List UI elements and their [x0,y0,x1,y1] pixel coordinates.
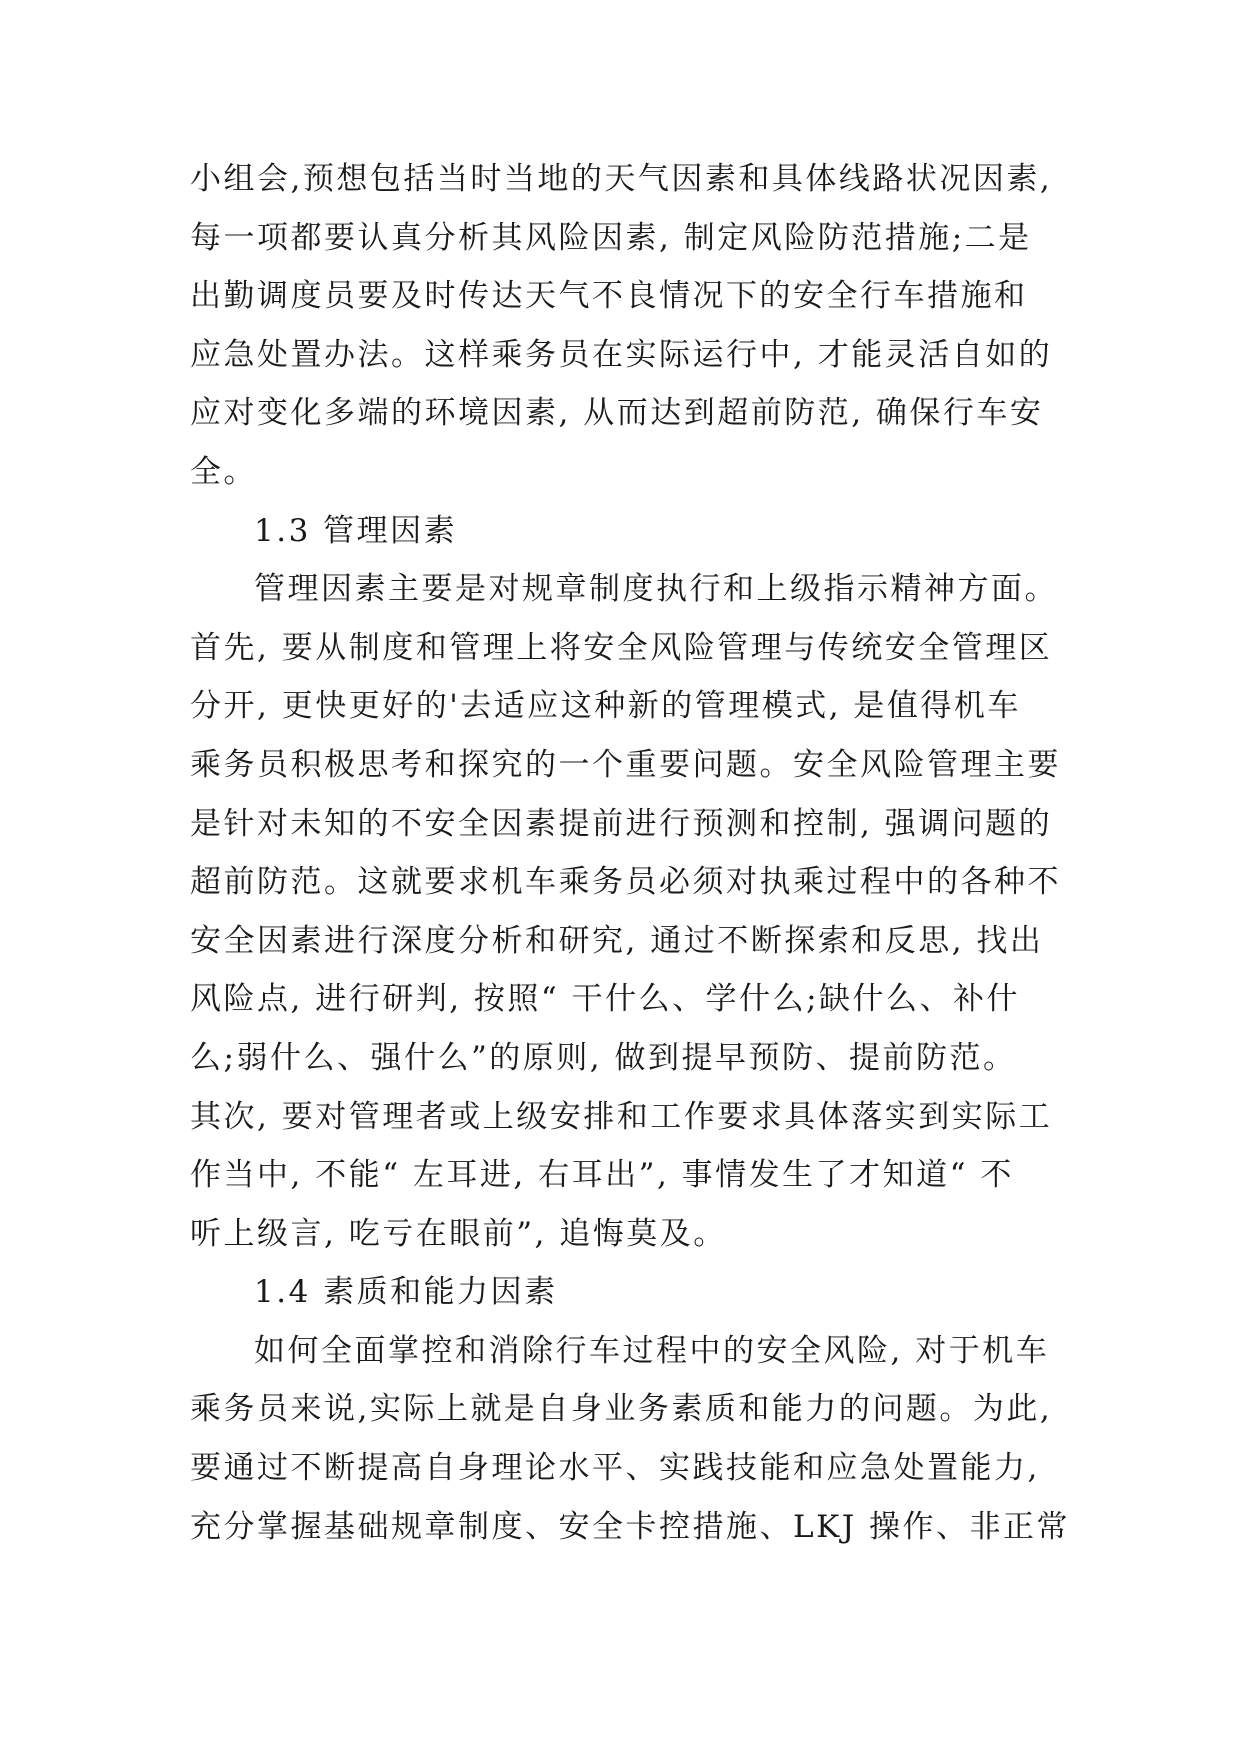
text-line: 么;弱什么、强什么”的原则, 做到提早预防、提前防范。 [190,1039,1017,1076]
text-line: 应对变化多端的环境因素, 从而达到超前防范, 确保行车安 [190,395,1044,432]
text-line: 应急处置办法。这样乘务员在实际运行中, 才能灵活自如的 [190,336,1053,373]
text-line: 风险点, 进行研判, 按照“ 干什么、学什么;缺什么、补什 [190,981,1021,1018]
text-line: 全。 [190,453,257,490]
text-line: 充分掌握基础规章制度、安全卡控措施、LKJ 操作、非正常 [190,1508,1071,1545]
text-line: 乘务员来说,实际上就是自身业务素质和能力的问题。为此, [190,1391,1053,1428]
section-heading: 1.3 管理因素 [254,512,458,549]
text-line: 如何全面掌控和消除行车过程中的安全风险, 对于机车 [254,1332,1050,1369]
text-line: 分开, 更快更好的'去适应这种新的管理模式, 是值得机车 [190,688,1021,725]
text-line: 听上级言, 吃亏在眼前”, 追悔莫及。 [190,1215,727,1252]
text-line: 安全因素进行深度分析和研究, 通过不断探索和反思, 找出 [190,922,1044,959]
text-line: 超前防范。这就要求机车乘务员必须对执乘过程中的各种不 [190,864,1061,901]
text-line: 要通过不断提高自身理论水平、实践技能和应急处置能力, [190,1450,1040,1487]
section-heading: 1.4 素质和能力因素 [254,1274,558,1311]
text-line: 出勤调度员要及时传达天气不良情况下的安全行车措施和 [190,278,1028,315]
body-text [190,150,1070,1556]
text-line: 管理因素主要是对规章制度执行和上级指示精神方面。 [254,571,1058,608]
text-line: 每一项都要认真分析其风险因素, 制定风险防范措施;二是 [190,219,1032,256]
text-line: 小组会,预想包括当时当地的天气因素和具体线路状况因素, [190,161,1053,197]
text-line: 作当中, 不能“ 左耳进, 右耳出”, 事情发生了才知道“ 不 [190,1157,1014,1194]
text-line: 首先, 要从制度和管理上将安全风险管理与传统安全管理区 [190,629,1053,666]
text-line: 其次, 要对管理者或上级安排和工作要求具体落实到实际工 [190,1098,1053,1135]
text-line: 是针对未知的不安全因素提前进行预测和控制, 强调问题的 [190,805,1053,842]
text-line: 乘务员积极思考和探究的一个重要问题。安全风险管理主要 [190,746,1061,783]
